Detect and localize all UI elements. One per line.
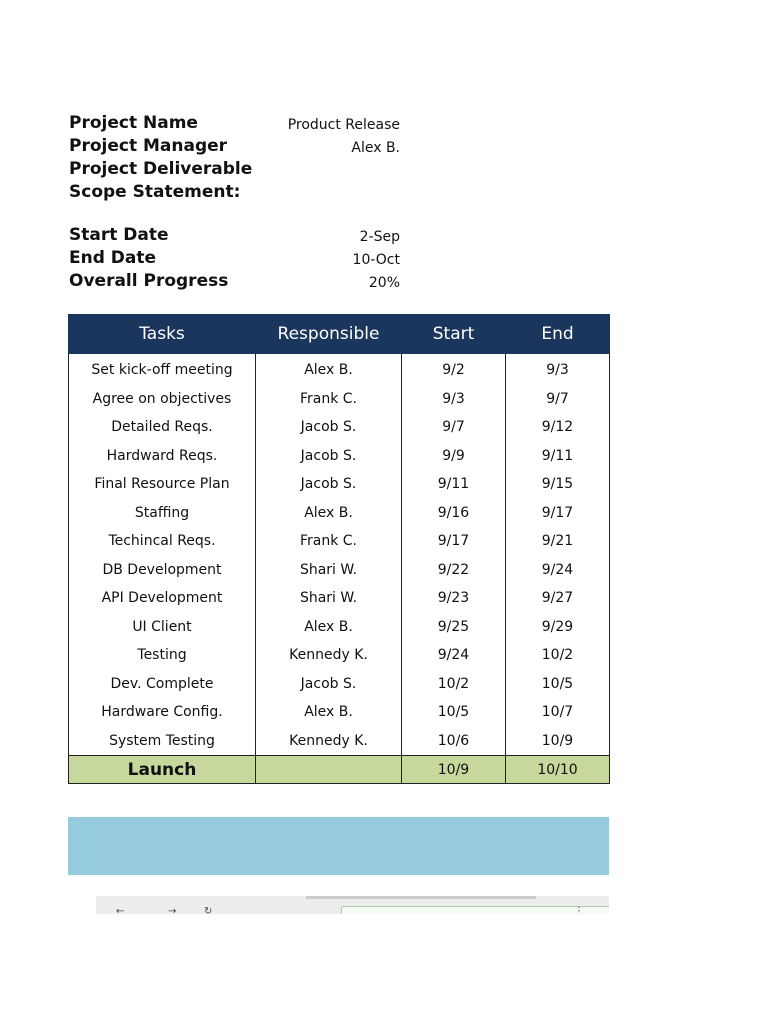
launch-task-cell: Launch: [69, 756, 256, 784]
start-cell: 9/16: [402, 499, 506, 528]
table-row: [69, 413, 610, 442]
project-info: [69, 112, 400, 293]
start-cell: 9/2: [402, 354, 506, 385]
end-date-row: [69, 247, 400, 270]
end-cell: 10/9: [506, 727, 610, 756]
overall-progress-value: 20%: [368, 275, 400, 291]
forward-arrow-icon: →: [168, 906, 177, 914]
header-start: Start: [402, 315, 506, 354]
start-cell: 9/17: [402, 527, 506, 556]
header-end: End: [506, 315, 610, 354]
task-cell: Testing: [69, 641, 256, 670]
start-date-value: 2-Sep: [359, 229, 400, 245]
start-date-label: Start Date: [69, 225, 169, 245]
start-cell: 9/25: [402, 613, 506, 642]
start-cell: 9/24: [402, 641, 506, 670]
start-cell: 10/6: [402, 727, 506, 756]
responsible-cell: Kennedy K.: [256, 727, 402, 756]
table-row: [69, 584, 610, 613]
responsible-cell: Alex B.: [256, 499, 402, 528]
task-cell: Dev. Complete: [69, 670, 256, 699]
table-row: [69, 354, 610, 385]
project-deliverable-label: Project Deliverable: [69, 159, 253, 179]
end-cell: 9/12: [506, 413, 610, 442]
project-name-value: Product Release: [287, 117, 400, 133]
end-cell: 9/24: [506, 556, 610, 585]
table-row: [69, 556, 610, 585]
start-cell: 9/22: [402, 556, 506, 585]
end-cell: 10/7: [506, 698, 610, 727]
table-row: [69, 527, 610, 556]
end-cell: 9/7: [506, 385, 610, 414]
project-manager-row: [69, 135, 400, 158]
end-date-label: End Date: [69, 248, 157, 268]
task-cell: Final Resource Plan: [69, 470, 256, 499]
responsible-cell: Jacob S.: [256, 470, 402, 499]
responsible-cell: Shari W.: [256, 556, 402, 585]
start-date-row: [69, 224, 400, 247]
launch-end-cell: 10/10: [506, 756, 610, 784]
responsible-cell: Frank C.: [256, 385, 402, 414]
task-cell: System Testing: [69, 727, 256, 756]
task-cell: Hardware Config.: [69, 698, 256, 727]
end-cell: 9/21: [506, 527, 610, 556]
end-cell: 9/17: [506, 499, 610, 528]
start-cell: 10/5: [402, 698, 506, 727]
scope-statement-label: Scope Statement:: [69, 182, 241, 202]
reload-icon: ↻: [204, 906, 213, 914]
task-cell: API Development: [69, 584, 256, 613]
header-responsible: Responsible: [256, 315, 402, 354]
blue-banner: [68, 817, 609, 875]
table-row: [69, 641, 610, 670]
launch-start-cell: 10/9: [402, 756, 506, 784]
task-cell: Staffing: [69, 499, 256, 528]
task-cell: Detailed Reqs.: [69, 413, 256, 442]
task-cell: Set kick-off meeting: [69, 354, 256, 385]
end-date-value: 10-Oct: [352, 252, 400, 268]
table-row: [69, 613, 610, 642]
end-cell: 9/3: [506, 354, 610, 385]
project-name-row: [69, 112, 400, 135]
start-cell: 9/23: [402, 584, 506, 613]
menu-icon: ⋮: [574, 906, 584, 914]
project-manager-label: Project Manager: [69, 136, 228, 156]
responsible-cell: Kennedy K.: [256, 641, 402, 670]
task-cell: Agree on objectives: [69, 385, 256, 414]
launch-responsible-cell: [256, 756, 402, 784]
responsible-cell: Frank C.: [256, 527, 402, 556]
start-cell: 9/11: [402, 470, 506, 499]
end-cell: 9/27: [506, 584, 610, 613]
project-name-label: Project Name: [69, 113, 198, 133]
table-row: [69, 499, 610, 528]
responsible-cell: Alex B.: [256, 698, 402, 727]
responsible-cell: Jacob S.: [256, 442, 402, 471]
embedded-screenshot-strip: [96, 896, 609, 914]
table-row: [69, 442, 610, 471]
header-tasks: Tasks: [69, 315, 256, 354]
start-cell: 9/3: [402, 385, 506, 414]
scope-statement-row: [69, 181, 400, 204]
task-table: [68, 314, 610, 784]
table-row: [69, 698, 610, 727]
start-cell: 9/9: [402, 442, 506, 471]
table-row: [69, 727, 610, 756]
responsible-cell: Jacob S.: [256, 670, 402, 699]
project-manager-value: Alex B.: [351, 140, 400, 156]
table-header-row: [69, 315, 610, 354]
responsible-cell: Alex B.: [256, 613, 402, 642]
responsible-cell: Shari W.: [256, 584, 402, 613]
table-row: [69, 470, 610, 499]
task-cell: UI Client: [69, 613, 256, 642]
table-row: [69, 670, 610, 699]
end-cell: 10/5: [506, 670, 610, 699]
table-row: [69, 385, 610, 414]
end-cell: 10/2: [506, 641, 610, 670]
start-cell: 10/2: [402, 670, 506, 699]
task-cell: Hardward Reqs.: [69, 442, 256, 471]
task-cell: DB Development: [69, 556, 256, 585]
end-cell: 9/11: [506, 442, 610, 471]
end-cell: 9/15: [506, 470, 610, 499]
back-arrow-icon: ←: [116, 906, 125, 914]
strip-scroll-bar: [306, 896, 536, 899]
responsible-cell: Alex B.: [256, 354, 402, 385]
project-deliverable-row: [69, 158, 400, 181]
task-cell: Techincal Reqs.: [69, 527, 256, 556]
start-cell: 9/7: [402, 413, 506, 442]
end-cell: 9/29: [506, 613, 610, 642]
responsible-cell: Jacob S.: [256, 413, 402, 442]
overall-progress-label: Overall Progress: [69, 271, 229, 291]
launch-row: [69, 756, 610, 784]
overall-progress-row: [69, 270, 400, 293]
address-bar: [341, 906, 609, 914]
